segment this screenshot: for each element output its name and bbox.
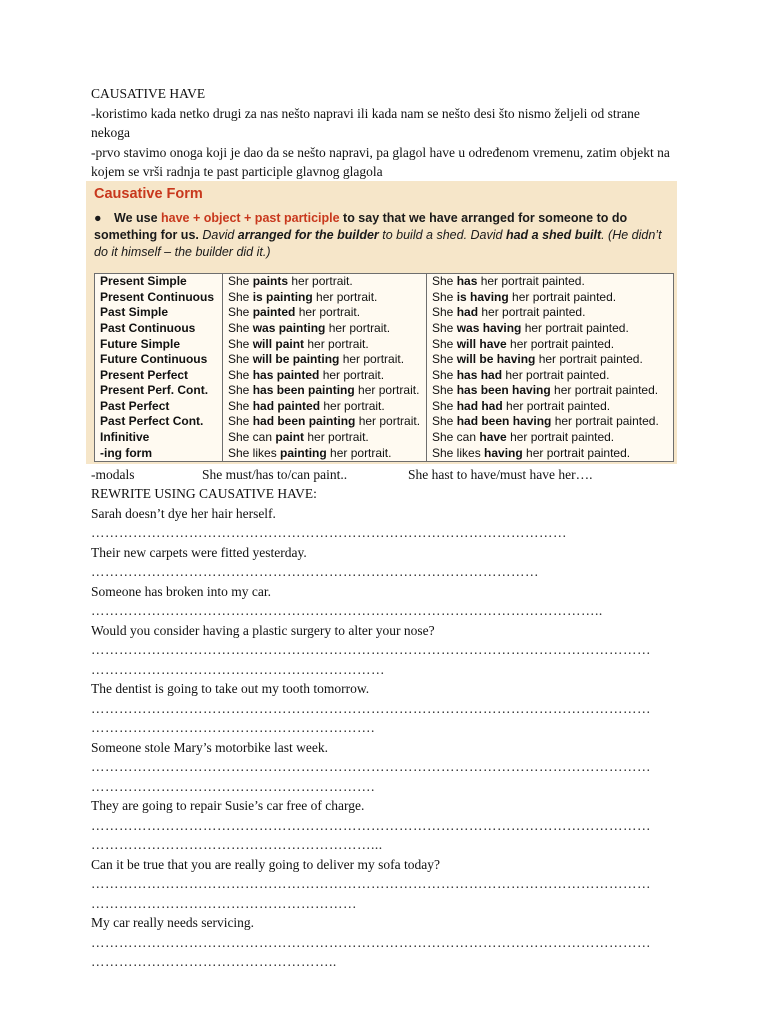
answer-line[interactable]: ………………………………………………………………………………………………………… <box>91 876 651 891</box>
answer-line[interactable]: …………………………………………….. <box>91 954 337 969</box>
modals-example-1: She must/has to/can paint.. <box>202 467 348 482</box>
causative-example: She was having her portrait painted. <box>432 321 629 336</box>
exercise-question: They are going to repair Susie’s car free of charge. <box>91 798 365 813</box>
rule-text-1: We use <box>114 211 162 225</box>
tense-row <box>95 445 673 461</box>
active-example: She had been painting her portrait. <box>223 414 427 430</box>
active-example: She likes painting her portrait. <box>223 445 427 461</box>
example-e: . (He didn’t do it himself – the builder did it.) <box>94 228 662 259</box>
tense-name: Infinitive <box>95 430 223 446</box>
tense-row <box>95 336 673 352</box>
answer-line[interactable]: ……………………………………………………... <box>91 837 383 852</box>
tense-name: Past Continuous <box>95 321 223 337</box>
tense-row <box>95 274 673 290</box>
tense-name: Present Perf. Cont. <box>95 383 223 399</box>
tense-row <box>95 399 673 415</box>
causative-example: She will have her portrait painted. <box>432 336 615 351</box>
tense-row <box>95 367 673 383</box>
bullet-icon: ● <box>94 211 102 225</box>
answer-line[interactable]: ………………………………………………………………………………………………………… <box>91 817 651 833</box>
active-example: She is painting her portrait. <box>223 290 427 306</box>
tense-row <box>95 321 673 337</box>
tense-name: Future Continuous <box>95 352 223 368</box>
answer-line[interactable]: ………………………………………………………………………………………… <box>91 525 567 540</box>
rule-bullet <box>94 210 672 261</box>
causative-example: She had her portrait painted. <box>432 305 586 320</box>
exercise-question: Someone has broken into my car. <box>91 583 271 599</box>
tense-name: Present Simple <box>95 274 223 290</box>
example-b: arranged for the builder <box>237 228 379 242</box>
tense-row <box>95 305 673 321</box>
answer-line[interactable]: ……………………………………………………. <box>91 778 375 794</box>
answer-line[interactable]: ……………………………………………………………………………………………….. <box>91 603 603 618</box>
causative-example: She has had her portrait painted. <box>432 367 610 382</box>
tense-name: Present Perfect <box>95 367 223 383</box>
causative-example: She has her portrait painted. <box>432 274 585 289</box>
active-example: She can paint her portrait. <box>223 430 427 446</box>
active-example: She painted her portrait. <box>223 305 427 321</box>
tense-row <box>95 290 673 306</box>
intro-section <box>91 84 676 182</box>
tense-row <box>95 352 673 368</box>
tense-name: Past Perfect Cont. <box>95 414 223 430</box>
answer-line[interactable]: …………………………………………………………………………………… <box>91 564 539 579</box>
active-example: She had painted her portrait. <box>223 399 427 415</box>
causative-example: She likes having her portrait painted. <box>432 445 631 460</box>
causative-example: She is having her portrait painted. <box>432 289 617 304</box>
tense-name: Past Simple <box>95 305 223 321</box>
tense-row <box>95 383 673 399</box>
modals-label: -modals <box>91 467 135 482</box>
exercise-question: Would you consider having a plastic surgery to alter your nose? <box>91 622 435 638</box>
exercise-question: My car really needs servicing. <box>91 915 255 930</box>
answer-line[interactable]: ………………………………………………………………………………………………………… <box>91 934 651 950</box>
intro-line-1: -koristimo kada netko drugi za nas nešto napravi ili kada nam se nešto desi što nismo željeli od strane nekoga <box>91 105 640 140</box>
active-example: She will be painting her portrait. <box>223 352 427 368</box>
answer-line[interactable]: ……………………………………………………. <box>91 720 375 735</box>
exercise-question: Can it be true that you are really going to deliver my sofa today? <box>91 856 441 872</box>
active-example: She will paint her portrait. <box>223 336 427 352</box>
answer-line[interactable]: ………………………………………………………………………………………………………… <box>91 700 651 716</box>
active-example: She has been painting her portrait. <box>223 383 427 399</box>
causative-example: She has been having her portrait painted. <box>432 383 659 398</box>
page-title: CAUSATIVE HAVE <box>91 86 206 101</box>
example-a: David <box>198 228 238 242</box>
causative-example: She can have her portrait painted. <box>432 430 615 445</box>
active-example: She was painting her portrait. <box>223 321 427 337</box>
exercise-question: The dentist is going to take out my tooth tomorrow. <box>91 681 370 696</box>
tense-name: Present Continuous <box>95 290 223 306</box>
answer-line[interactable]: ………………………………………………………………………………………………………… <box>91 759 651 774</box>
active-example: She has painted her portrait. <box>223 367 427 383</box>
tense-row <box>95 430 673 446</box>
panel-title: Causative Form <box>94 186 203 202</box>
rule-text-2: to say that we have arranged for someone to do something for us. <box>94 211 628 242</box>
tense-name: -ing form <box>95 445 223 461</box>
rule-formula: have + object + past participle <box>161 211 340 225</box>
causative-example: She had been having her portrait painted. <box>432 414 659 429</box>
answer-line[interactable]: ………………………………………………………………………………………………………… <box>91 642 651 657</box>
intro-line-2: -prvo stavimo onoga koji je dao da se nešto napravi, pa glagol have u određenom vremenu, zatim objekt na kojem se vrši radnja te past participle glavnog glagola <box>91 144 670 179</box>
tense-name: Past Perfect <box>95 399 223 415</box>
tense-name: Future Simple <box>95 336 223 352</box>
exercise-question: Someone stole Mary’s motorbike last week. <box>91 739 328 755</box>
modals-example-2: She hast to have/must have her…. <box>408 467 593 482</box>
active-example: She paints her portrait. <box>223 274 427 290</box>
causative-form-panel <box>86 181 677 464</box>
exercise-question: Sarah doesn’t dye her hair herself. <box>91 505 276 521</box>
causative-example: She will be having her portrait painted. <box>432 352 643 367</box>
exercise-title: REWRITE USING CAUSATIVE HAVE: <box>91 486 317 501</box>
tense-row <box>95 414 673 430</box>
answer-line[interactable]: ……………………………………………………… <box>91 661 385 677</box>
exercise-question: Their new carpets were fitted yesterday. <box>91 544 307 560</box>
exercise-section <box>91 484 676 972</box>
tense-table <box>94 273 674 462</box>
example-c: to build a shed. David <box>378 228 506 242</box>
answer-line[interactable]: ………………………………………………… <box>91 895 357 911</box>
causative-example: She had had her portrait painted. <box>432 398 611 413</box>
example-d: had a shed built <box>505 228 602 242</box>
